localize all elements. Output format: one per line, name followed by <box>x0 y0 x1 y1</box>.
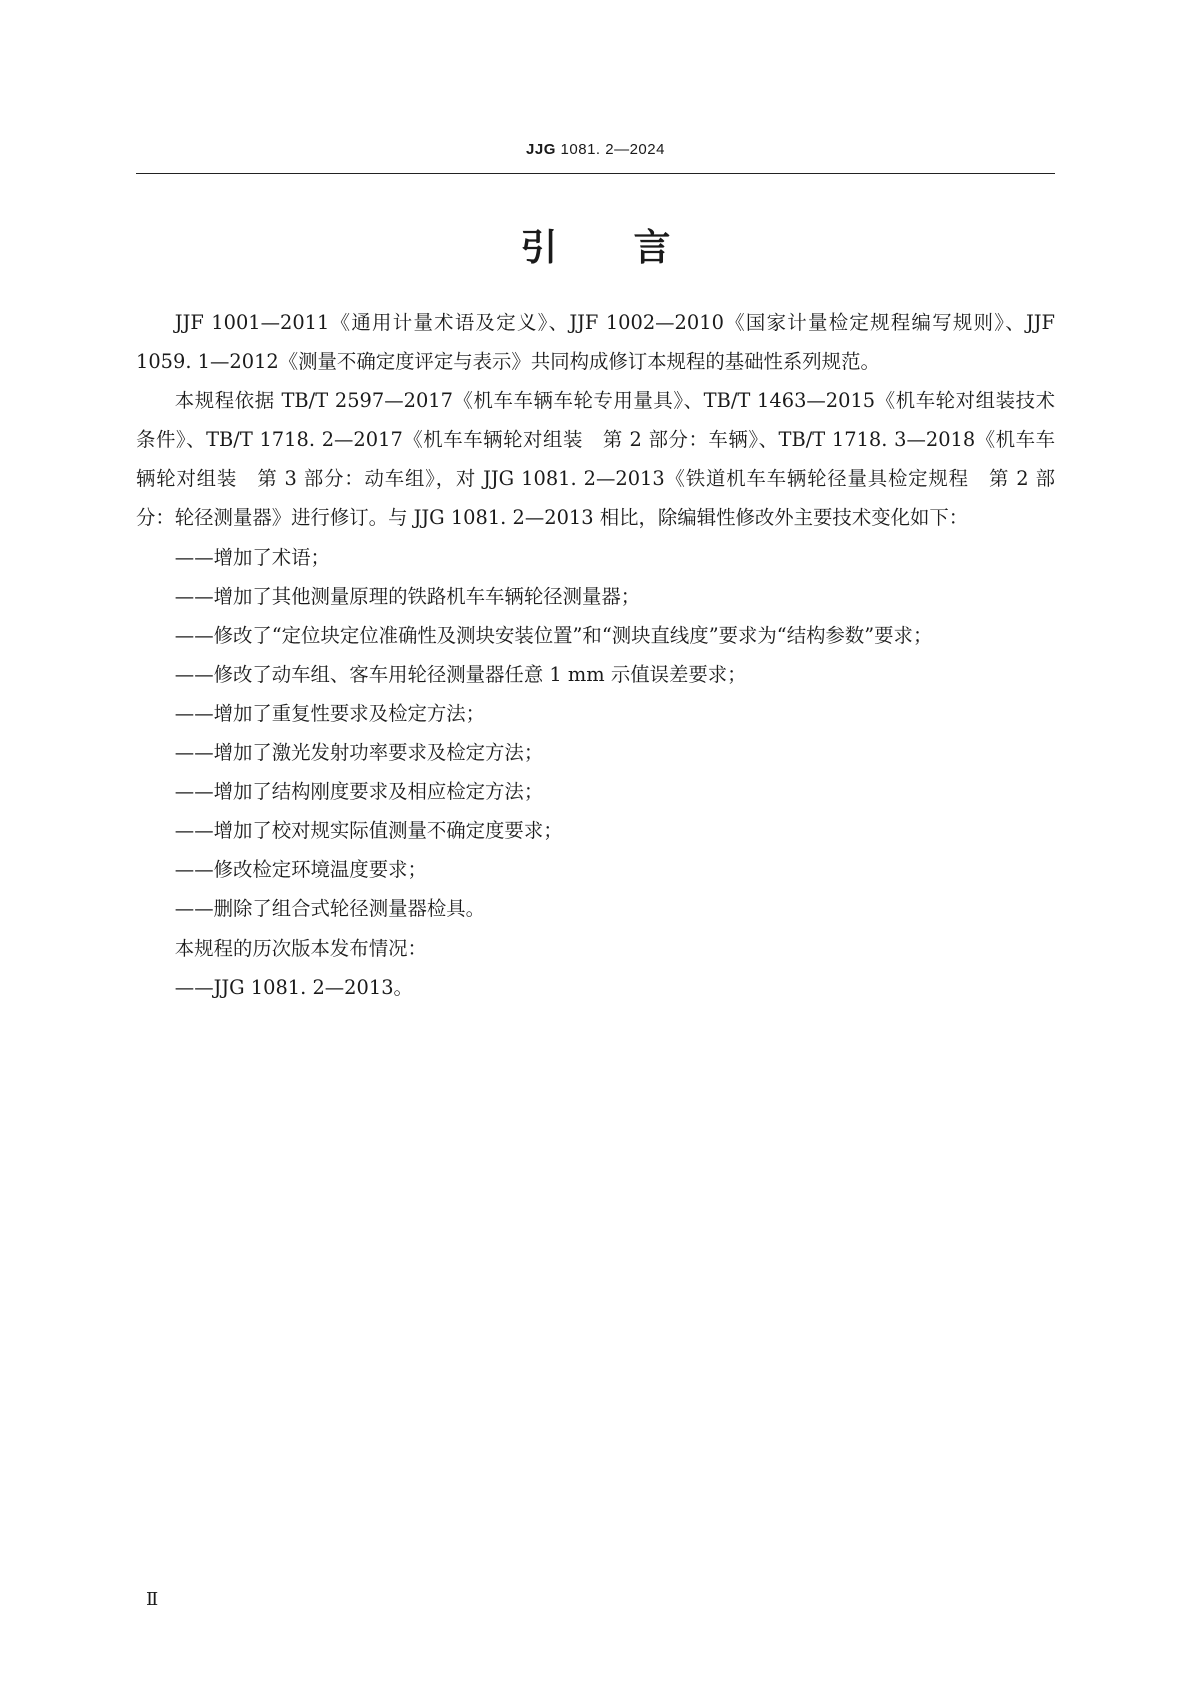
version-history-item: ——JJG 1081. 2—2013。 <box>174 975 413 999</box>
change-item: ——修改了“定位块定位准确性及测块安装位置”和“测块直线度”要求为“结构参数”要求； <box>174 623 933 647</box>
page-number: Ⅱ <box>146 1589 159 1610</box>
paragraph-revision-basis: 本规程依据 TB/T 2597—2017《机车车辆车轮专用量具》、TB/T 1463—2015《机车轮对组装技术条件》、TB/T 1718. 2—2017《机车车辆轮对组装 第 2 部分：车辆》、TB/T 1718. 3—2018《机车车辆轮对组装 第 3 部分：动车组》，对 JJG 1081. 2—2013《铁道机车车辆轮径量具检定规程 第 2 部分：轮径测量器》进行修订。与 JJG 1081. 2—2013 相比，除编辑性修改外主要技术变化如下： <box>136 389 1055 530</box>
change-item: ——增加了其他测量原理的铁路机车车辆轮径测量器； <box>174 584 641 608</box>
running-header <box>0 141 1191 158</box>
change-item: ——增加了激光发射功率要求及检定方法； <box>174 741 544 765</box>
header-code-number: 1081. 2—2024 <box>555 141 665 158</box>
header-rule <box>136 173 1055 174</box>
body-text <box>136 303 1055 1007</box>
change-item: ——删除了组合式轮径测量器检具。 <box>174 897 486 921</box>
paragraph-foundation-standards: JJF 1001—2011《通用计量术语及定义》、JJF 1002—2010《国家计量检定规程编写规则》、JJF 1059. 1—2012《测量不确定度评定与表示》共同构成修订本规程的基础性系列规范。 <box>136 311 1055 374</box>
paragraph-version-history: 本规程的历次版本发布情况： <box>174 936 427 960</box>
change-item: ——增加了重复性要求及检定方法； <box>174 701 486 725</box>
change-item: ——修改检定环境温度要求； <box>174 858 427 882</box>
header-code-prefix: JJG <box>526 141 556 158</box>
change-item: ——增加了校对规实际值测量不确定度要求； <box>174 819 563 843</box>
change-item: ——增加了结构刚度要求及相应检定方法； <box>174 780 544 804</box>
change-item: ——修改了动车组、客车用轮径测量器任意 1 mm 示值误差要求； <box>174 662 747 686</box>
change-item: ——增加了术语； <box>174 545 330 569</box>
page-title: 引言 <box>520 226 747 269</box>
